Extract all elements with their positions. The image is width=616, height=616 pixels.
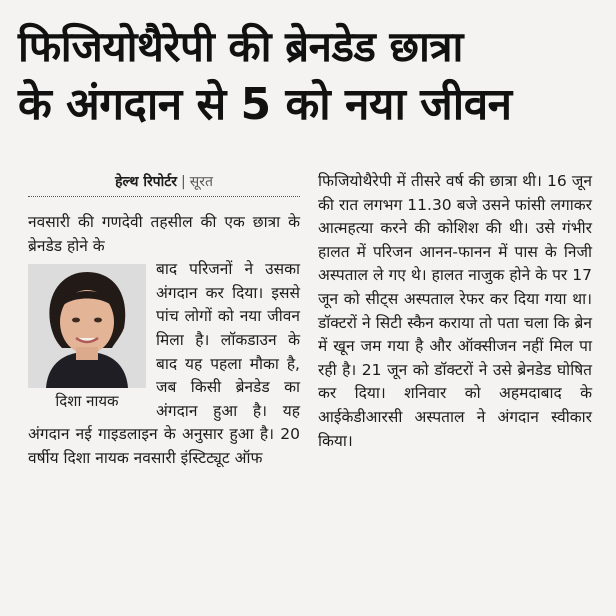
- article-body-left: बाद परिजनों ने उसका अंगदान कर दिया। इससे पांच लोगों को नया जीवन मिला है। लॉकडाउन के बाद यह पहला मौका है, जब किसी ब्रेनडेड का अंगदान हुआ है। यह अंगदान नई गाइडलाइन के अनुसार हुआ है। 20 वर्षीय दिशा नायक नवसारी इंस्टिट्यूट ऑफ: [28, 260, 300, 467]
- headline-line-1: फिजियोथैरेपी की ब्रेनडेड छात्रा: [18, 22, 463, 71]
- left-column: [28, 168, 300, 471]
- headline-line-2: के अंगदान से 5 को नया जीवन: [18, 79, 512, 130]
- photo-block: [28, 264, 146, 412]
- headline: [18, 18, 600, 134]
- portrait-image: [28, 264, 146, 388]
- byline: [28, 168, 300, 197]
- byline-city: सूरत: [189, 174, 213, 190]
- byline-reporter: हेल्थ रिपोर्टर: [115, 174, 178, 190]
- byline-separator: |: [181, 174, 186, 190]
- article-intro: नवसारी की गणदेवी तहसील की एक छात्रा के ब्रेनडेड होने के: [28, 213, 300, 255]
- photo-caption: दिशा नायक: [55, 392, 119, 411]
- portrait-photo: [28, 264, 146, 388]
- article-body-right: फिजियोथैरेपी में तीसरे वर्ष की छात्रा थी। 16 जून की रात लगभग 11.30 बजे उसने फांसी लगाकर आत्महत्या करने की कोशिश की थी। उसे गंभीर हालत में परिजन आनन-फानन में पास के निजी अस्पताल ले गए थे। हालत नाजुक होने के पर 17 जून को सीट्स अस्पताल रेफर कर दिया गया था। डॉक्टरों ने सिटी स्कैन कराया तो पता चला कि ब्रेन में खून जम गया है और ऑक्सीजन नहीं मिल पा रही है। 21 जून को डॉक्टरों ने उसे ब्रेनडेड घोषित कर दिया। शनिवार को अहमदाबाद के आईकेडीआरसी अस्पताल ने अंगदान स्वीकार किया।: [318, 172, 592, 450]
- right-column: [318, 170, 592, 453]
